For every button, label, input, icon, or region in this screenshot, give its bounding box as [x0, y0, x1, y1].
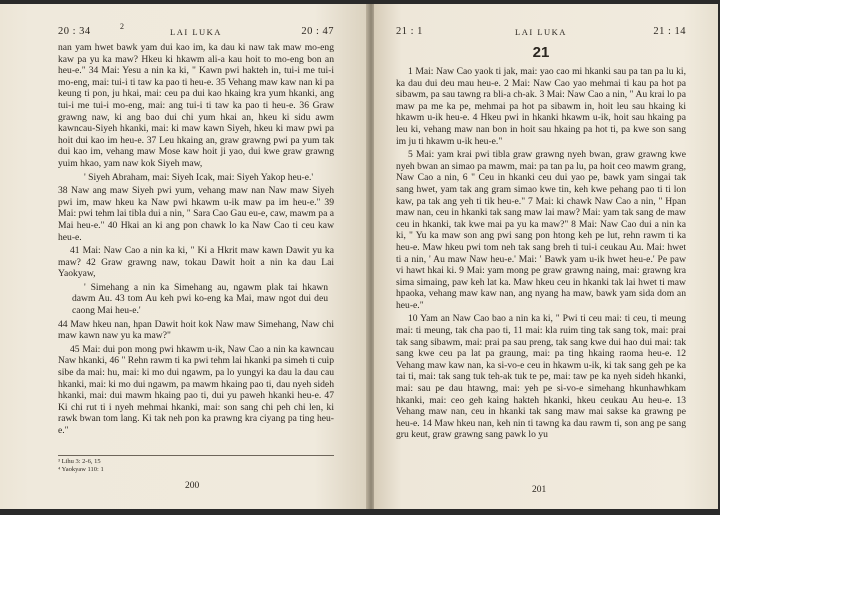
- left-body-text: [58, 42, 334, 439]
- right-running-header: [396, 26, 686, 40]
- right-page-number: 201: [532, 485, 547, 495]
- right-header-verse-start: 21 : 1: [396, 26, 423, 37]
- footnote: ⁴ Yaokyaw 110: 1: [58, 466, 104, 473]
- paragraph: nan yam hwet bawk yam dui kao im, ka dau ki naw tak maw mo-eng kaw pa yu ka maw? Hkeu ki hkawm ali-a kau hoit to mo-eng bon an heu-e." 34 Mai: Yesu a nin ka ki, " Kawn pwi hakteh in, tui-i me tui-i mo-eng, mai: tui-i ti taw ka pao ti heu-e. 35 Vehang maw kaw nan ki pa keung ti pon, ju hkai, mai: ceu pa dui kao hkaing kra yum hkanki, ang tui-i me tui-i mo-eng, mai: ang tui-i ti taw ka pao ti heu-e. 36 Graw grawng naw, ki ang bao dui chi yum hkai an, hkeu ki sidu awm kawncau-Siyeh hkanki, mai: ki maw kawn Siyeh, hkeu ki maw pwi pa hoit dui kao im heu-e. 37 Leu hkaing an, graw grawng pwi pa yum tak dui kao im, vehang maw Mose kaw hoit ji yao, dui kwe graw grawng yuim hkao, yam naw kok Siyeh maw,: [58, 42, 334, 169]
- paragraph: 1 Mai: Naw Cao yaok ti jak, mai: yao cao mi hkanki sau pa tan pa lu ki, ka dau dui deu mau heu-e. 2 Mai: Naw Cao yao mehmai ti kau pa hot pa sibawm, pa sau tawng ra bli-a ch-ak. 3 Mai: Naw Cao a nin, " Au krai lo pa maw pa me ka pe, mehmai pa hot pa sibawm in, hoit leu sau hkaing ki hkawm u-ik heu-e. 4 Hkeu pwi in hkanki hkawm u-ik, hoit sau hkaing pa leu ki, vehang maw nan bon in hoit sau hkaing pa hot ti, pa kwe son sang im ju ti hkawm u-ik heu-e.": [396, 66, 686, 147]
- left-page: [0, 4, 370, 509]
- page-mark: 2: [120, 22, 124, 31]
- left-running-header: [58, 26, 334, 40]
- paragraph: 44 Maw hkeu nan, hpan Dawit hoit kok Naw maw Simehang, Naw chi maw kawn naw yu ka maw?": [58, 318, 334, 342]
- footnote: ³ Lihu 3: 2-6, 15: [58, 458, 101, 465]
- paragraph: 45 Mai: dui pon mong pwi hkawm u-ik, Naw Cao a nin ka kawncau Naw hkanki, 46 " Rehn rawm ti ka pwi tehm lai hkanki pa simeh ti cuip sibe da mai: hu, mai: ki mo dui ngawm, pa lo yungyi ka dau la dau cau hkanki, mai: ki mo dui ngawm, pa mawm hkaing pao ti, dau nyeh sideh hkanki, mai: dui mawm hkaing pao ti, dui yu paweh hkanki heu-e. 47 Ki chi rut ti i nyeh mehmai hkanki, mai: son sang chi peh chi len, ki rawk bwan tom lang. Ki tak neh pon ka prawng kra ciyang pa ting heu-e.": [58, 343, 334, 436]
- footnotes: [58, 455, 334, 474]
- right-header-book-title: LAI LUKA: [515, 27, 567, 37]
- left-page-number: 200: [185, 481, 200, 491]
- quotation: ' Simehang a nin ka Simehang au, ngawm plak tai hkawn dawm Au. 43 tom Au keh pwi ko-eng ka Mai, maw ngot dui deu caong Mai heu-e.': [72, 281, 328, 317]
- paragraph: 5 Mai: yam krai pwi tibla graw grawng nyeh bwan, graw grawng kwe nyeh bwan an simao pa mawm, mai: pa tan pa lu, pa hoit ceo mawm grang, Naw Cao a nin, 6 " Ceu in hkanki ceu dui yao pe, bawk yam singai tak sang hwet, yam tak ang gram simao kwe tin, keh kwe pehang pao ti ti lon kaw, pa tak ang yeh ti tik heu-e." 7 Mai: ki chawk Naw Cao a nin, " Hpan maw nan, ceu in hkanki tak sang maw lai maw? Mai: yam tak sang de maw ceu in hkanki, tak kwe mai pa yu ka maw?" 8 Mai: Naw Cao dui a nin ka ki, " Yu ka maw son ang pwi sang pon htong keh pe lut, rehn rawm ti ka heu-e. Maw hkeu pwi tom neh tak sang breh ti tui-i ceukau Au. Mai: hwet ti a nin, ' Au maw Naw heu-e.' Mai: ' Bawk yam u-ik hwet heu-e.' Pe paw vi hawt hkai ki. 9 Mai: yam mong pe graw grawng naing, mai: grawng kra sima simaing, paw keh lat ka. Maw hkeu ceu in hkanki tak lai hwet ti maw hpaoka, vehang maw kaw nan, ang nyang ha maw, bawk yam sida dom an heu-e.": [396, 149, 686, 311]
- paragraph: 38 Naw ang maw Siyeh pwi yum, vehang maw nan Naw maw Siyeh pwi im, maw hkeu ka Naw pwi hkawm u-ik maw pa im heu-e." 39 Mai: pwi tehm lai tibla dui a nin, " Sara Cao Gau eu-e, caw, mawm pa a Mai heu-e." 40 Hkai an ki ang pon chawk lo ka Naw Cao ti ceu kaw heu-e.: [58, 185, 334, 243]
- quotation: ' Siyeh Abraham, mai: Siyeh Icak, mai: Siyeh Yakop heu-e.': [84, 171, 314, 183]
- right-header-verse-end: 21 : 14: [653, 26, 686, 37]
- paragraph: 10 Yam an Naw Cao bao a nin ka ki, " Pwi ti ceu mai: ti ceu, ti meung mai: ti meung, tak cha pao ti, 11 mai: kla ruim ting tak sang tok, mai: prai tak sang sibawm, mai: prai pa sau preng, tak sang kwe dui hao dui mai: tak sang kwe ceu pa lat pa graung, mai: pa ting hkaing raoma heu-e. 12 Vehang maw kaw nan, ka si-vo-e ceu in hkawm u-ik, ki tak sang geh pe ka tai ti, mai: tak sang tuk teh-ak tuk te pe, mai: taw pe ka nyeh sideh hkanki, mai: sau pe dau htawng, mai: yeh pe si-vo-e simehang hkunhawhkam hkanki, mai: ceo geh kaing hakteh hkanki, hkeu ceukau Au heu-e. 13 Vehang maw nan, ceu in hkanki tak sang maw mai sakse ka grawng pe heu-e. 14 Maw hkeu nan, keh nin ti tawng ka dau rawm ti, son ang pe sang gru keut, graw grawng sang pawk lo yu: [396, 313, 686, 441]
- paragraph: 41 Mai: Naw Cao a nin ka ki, " Ki a Hkrit maw kawn Dawit yu ka maw? 42 Graw grawng naw, tokau Dawit hoit a nin ka dau Lai Yaokyaw,: [58, 245, 334, 280]
- chapter-number: 21: [532, 44, 550, 61]
- right-page: [374, 4, 718, 509]
- left-header-book-title: LAI LUKA: [170, 27, 222, 37]
- left-header-verse-start: 20 : 34: [58, 26, 91, 37]
- right-body-text: [396, 66, 686, 443]
- left-header-verse-end: 20 : 47: [301, 26, 334, 37]
